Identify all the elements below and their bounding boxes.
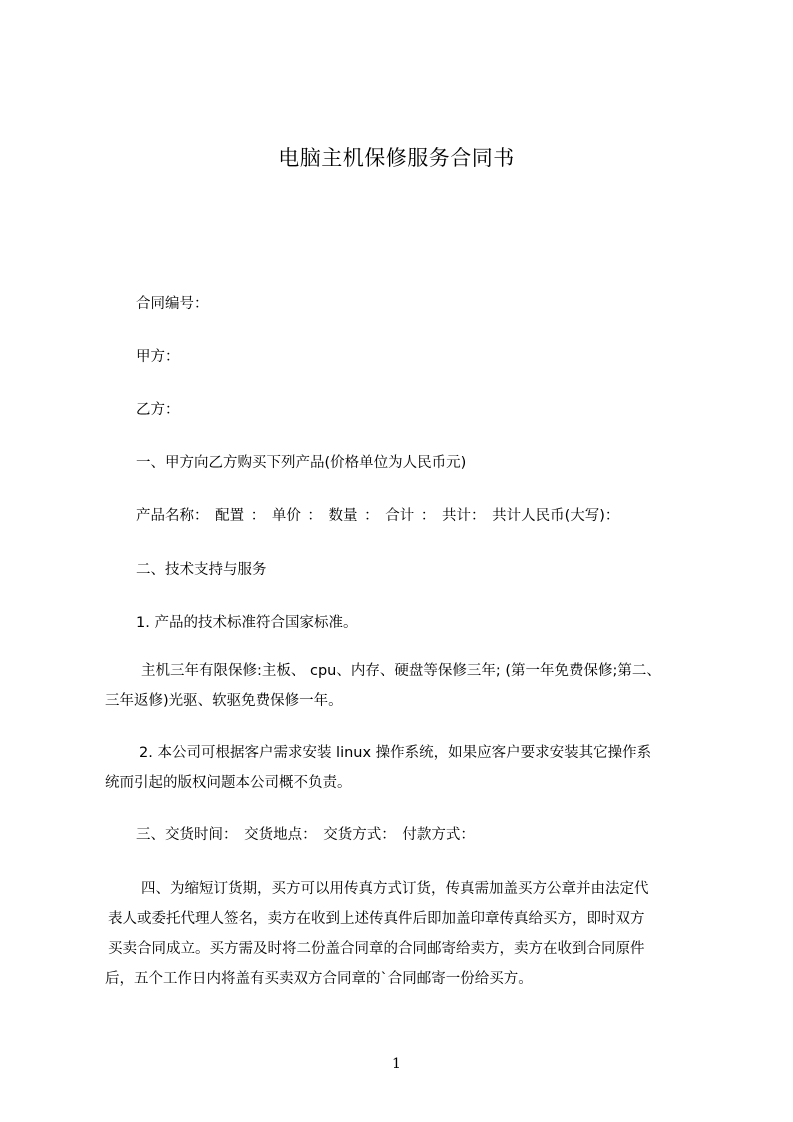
section4-paragraph (105, 874, 705, 994)
party-a-field: 甲方： (136, 349, 180, 365)
party-b-field: 乙方： (136, 402, 180, 418)
section4-line: 表人或委托代理人签名，卖方在收到上述传真件后即加盖印章传真给买方，即时双方 (108, 911, 645, 927)
item2-line: 2. 本公司可根据客户需求安装 linux 操作系统，如果应客户要求安装其它操作系 (139, 745, 652, 761)
document-title: 电脑主机保修服务合同书 (278, 146, 515, 170)
section3-heading: 三、交货时间： 交货地点： 交货方式： 付款方式： (136, 827, 475, 843)
page-number: 1 (392, 1056, 401, 1072)
section2-heading: 二、技术支持与服务 (136, 562, 267, 578)
warranty-line: 三年返修)光驱、软驱免费保修一年。 (105, 693, 343, 709)
warranty-paragraph (105, 656, 705, 716)
section2-item1: 1. 产品的技术标准符合国家标准。 (136, 615, 358, 631)
section2-item2-paragraph (105, 738, 705, 798)
contract-number-field: 合同编号： (136, 296, 209, 312)
section4-line: 买卖合同成立。买方需及时将二份盖合同章的合同邮寄给卖方，卖方在收到合同原件 (108, 941, 645, 957)
item2-line: 统而引起的版权问题本公司概不负责。 (105, 775, 352, 791)
section1-heading: 一、甲方向乙方购买下列产品(价格单位为人民币元) (136, 455, 467, 471)
section4-line: 后，五个工作日内将盖有买卖双方合同章的`合同邮寄一份给买方。 (105, 971, 533, 987)
section4-line: 四、为缩短订货期，买方可以用传真方式订货，传真需加盖买方公章并由法定代 (141, 881, 649, 897)
warranty-line: 主机三年有限保修:主板、 cpu、内存、硬盘等保修三年; (第一年免费保修;第二、 (141, 663, 661, 679)
product-row: 产品名称： 配置 ： 单价 ： 数量 ： 合计 ： 共计： 共计人民币(大写)： (136, 508, 620, 524)
